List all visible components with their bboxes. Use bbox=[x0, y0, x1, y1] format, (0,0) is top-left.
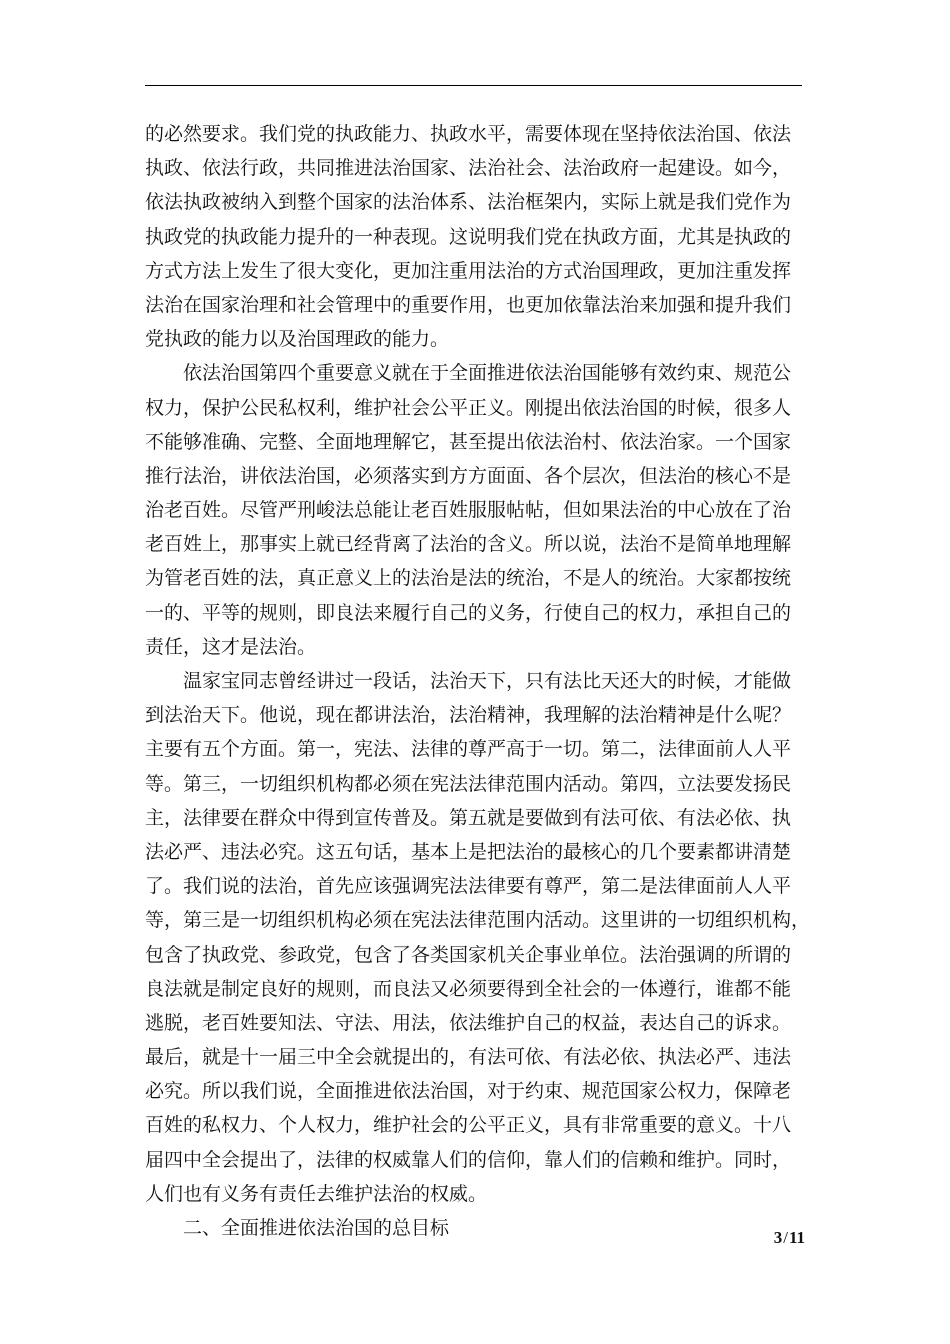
text-line: 党执政的能力以及治国理政的能力。 bbox=[145, 328, 450, 351]
text-line: 老百姓上，那事实上就已经背离了法治的含义。所以说，法治不是简单地理解 bbox=[145, 533, 792, 556]
text-line: 依法执政被纳入到整个国家的法治体系、法治框架内，实际上就是我们党作为 bbox=[145, 191, 792, 214]
text-line: 执政、依法行政，共同推进法治国家、法治社会、法治政府一起建设。如今， bbox=[145, 157, 792, 180]
text-line: 主要有五个方面。第一，宪法、法律的尊严高于一切。第二，法律面前人人平 bbox=[145, 738, 792, 761]
text-line: 方式方法上发生了很大变化，更加注重用法治的方式治国理政，更加注重发挥 bbox=[145, 259, 792, 282]
text-line: 必究。所以我们说，全面推进依法治国，对于约束、规范国家公权力，保障老 bbox=[145, 1080, 792, 1103]
text-line: 权力，保护公民私权利，维护社会公平正义。刚提出依法治国的时候，很多人 bbox=[145, 396, 792, 419]
page-separator: / bbox=[783, 1228, 788, 1247]
text-line: 治老百姓。尽管严刑峻法总能让老百姓服服帖帖，但如果法治的中心放在了治 bbox=[145, 499, 792, 522]
text-line: 为管老百姓的法，真正意义上的法治是法的统治，不是人的统治。大家都按统 bbox=[145, 567, 792, 590]
document-body bbox=[145, 117, 811, 1245]
text-line: 主，法律要在群众中得到宣传普及。第五就是要做到有法可依、有法必依、执 bbox=[145, 806, 792, 829]
text-line: 执政党的执政能力提升的一种表现。这说明我们党在执政方面，尤其是执政的 bbox=[145, 225, 792, 248]
text-line: 届四中全会提出了，法律的权威靠人们的信仰，靠人们的信赖和维护。同时， bbox=[145, 1148, 792, 1171]
section-heading: 二、全面推进依法治国的总目标 bbox=[145, 1217, 450, 1239]
text-line: 责任，这才是法治。 bbox=[145, 635, 317, 658]
header-rule bbox=[145, 85, 802, 86]
text-line: 的必然要求。我们党的执政能力、执政水平，需要体现在坚持依法治国、依法 bbox=[145, 123, 792, 145]
text-line: 了。我们说的法治，首先应该强调宪法法律要有尊严，第二是法律面前人人平 bbox=[145, 875, 792, 898]
text-line: 一的、平等的规则，即良法来履行自己的义务，行使自己的权力，承担自己的 bbox=[145, 601, 792, 624]
text-line: 包含了执政党、参政党，包含了各类国家机关企事业单位。法治强调的所谓的 bbox=[145, 943, 792, 966]
text-line: 法必严、违法必究。这五句话，基本上是把法治的最核心的几个要素都讲清楚 bbox=[145, 840, 792, 863]
text-line: 不能够准确、完整、全面地理解它，甚至提出依法治村、依法治家。一个国家 bbox=[145, 430, 792, 453]
page-current: 3 bbox=[773, 1228, 783, 1247]
text-line: 温家宝同志曾经讲过一段话，法治天下，只有法比天还大的时候，才能做 bbox=[145, 670, 792, 692]
text-line: 最后，就是十一届三中全会就提出的，有法可依、有法必依、执法必严、违法 bbox=[145, 1046, 792, 1069]
text-line: 到法治天下。他说，现在都讲法治，法治精神，我理解的法治精神是什么呢？ bbox=[145, 704, 792, 727]
text-line: 良法就是制定良好的规则，而良法又必须要得到全社会的一体遵行，谁都不能 bbox=[145, 977, 792, 1000]
page-total: 11 bbox=[788, 1228, 805, 1247]
text-line: 推行法治，讲依法治国，必须落实到方方面面、各个层次，但法治的核心不是 bbox=[145, 464, 792, 487]
text-line: 依法治国第四个重要意义就在于全面推进依法治国能够有效约束、规范公 bbox=[145, 362, 792, 385]
text-line: 等。第三，一切组织机构都必须在宪法法律范围内活动。第四，立法要发扬民 bbox=[145, 772, 792, 795]
text-line: 法治在国家治理和社会管理中的重要作用，也更加依靠法治来加强和提升我们 bbox=[145, 293, 792, 316]
text-line: 等，第三是一切组织机构必须在宪法法律范围内活动。这里讲的一切组织机构， bbox=[145, 909, 811, 932]
text-line: 逃脱，老百姓要知法、守法、用法，依法维护自己的权益，表达自己的诉求。 bbox=[145, 1011, 792, 1034]
text-line: 百姓的私权力、个人权力，维护社会的公平正义，具有非常重要的意义。十八 bbox=[145, 1114, 792, 1137]
text-line: 人们也有义务有责任去维护法治的权威。 bbox=[145, 1182, 488, 1205]
page-number bbox=[774, 1228, 805, 1248]
